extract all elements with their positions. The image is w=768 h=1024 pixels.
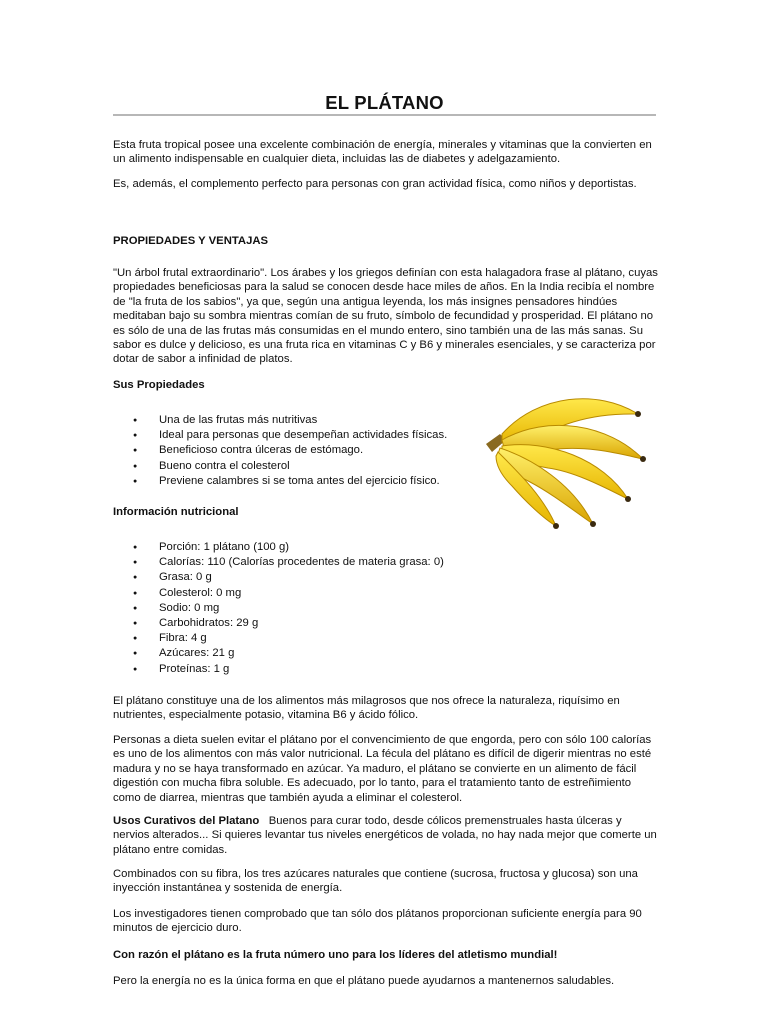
list-item: ● Calorías: 110 (Calorías procedentes de materia grasa: 0) [113, 555, 493, 570]
usos-text: Buenos para curar todo, desde cólicos premenstruales hasta úlceras y nervios alterados... Si quieres levantar tus niveles energéticos de volada, no hay nada mejor que comerte un plátano entre comidas. [113, 815, 657, 856]
dieta-paragraph: Personas a dieta suelen evitar el plátano por el convencimiento de que engorda, pero con sólo 100 calorías es uno de los alimentos con más valor nutricional. La fécula del plátano es difícil de digerir mientras no esté madura y no se haya transformado en azúcar. Ya maduro, el plátano se convierte en un alimento de fácil digestión con mucha fibra soluble. Es adecuado, por lo tanto, para el tratamiento tanto de estreñimiento como de diarrea, mientras que también ayuda a eliminar el colesterol. [113, 734, 652, 804]
nutrition-list [113, 540, 493, 677]
properties-list [113, 413, 473, 489]
closing-paragraph: Pero la energía no es la única forma en que el plátano puede ayudarnos a mantenernos saludables. [113, 975, 615, 987]
list-item: ● Previene calambres si se toma antes del ejercicio físico. [113, 474, 473, 489]
potasio-paragraph: El plátano constituye una de los alimentos más milagrosos que nos ofrece la naturaleza, riquísimo en nutrientes, especialmente potasio, vitamina B6 y ácido fólico. [113, 695, 620, 722]
bold-statement: Con razón el plátano es la fruta número uno para los líderes del atletismo mundial! [113, 949, 558, 961]
nutrition-heading: Información nutricional [113, 506, 239, 518]
list-item: ● Porción: 1 plátano (100 g) [113, 540, 493, 555]
investigadores-paragraph: Los investigadores tienen comprobado que tan sólo dos plátanos proporcionan suficiente energía para 90 minutos de ejercicio duro. [113, 908, 642, 935]
intro-paragraph-1: Esta fruta tropical posee una excelente combinación de energía, minerales y vitaminas que la convierten en un alimento indispensable en cualquier dieta, incluidas las de diabetes y adelgazamiento. [113, 139, 652, 166]
list-item: ● Carbohidratos: 29 g [113, 616, 493, 631]
list-item: ● Colesterol: 0 mg [113, 586, 493, 601]
page-title: EL PLÁTANO [325, 92, 444, 113]
list-item: ● Fibra: 4 g [113, 631, 493, 646]
list-item: ● Sodio: 0 mg [113, 601, 493, 616]
section-paragraph: "Un árbol frutal extraordinario". Los árabes y los griegos definían con esta halagadora frase al plátano, cuyas propiedades beneficiosas para la salud se conocen desde hace miles de años. En la India recibía el nombre de "la fruta de los sabios", ya que, según una antigua leyenda, los más insignes pensadores hindúes meditaban bajo su sombra mientras comían de su fruto, símbolo de fecundidad y prosperidad. El plátano no es sólo de una de las frutas más consumidas en el mundo entero, sino también una de las más sanas. Su sabor es dulce y delicioso, es una fruta rica en vitaminas C y B6 y minerales esenciales, y se caracteriza por dotar de sabor a infinidad de platos. [113, 267, 658, 366]
list-item: ● Azúcares: 21 g [113, 646, 493, 661]
properties-heading: Sus Propiedades [113, 379, 205, 391]
title-underline [113, 114, 656, 116]
list-item: ● Beneficioso contra úlceras de estómago. [113, 443, 473, 458]
intro-paragraph-2: Es, además, el complemento perfecto para personas con gran actividad física, como niños y deportistas. [113, 178, 637, 190]
list-item: ● Ideal para personas que desempeñan actividades físicas. [113, 428, 473, 443]
list-item: ● Proteínas: 1 g [113, 662, 493, 677]
section-heading: PROPIEDADES Y VENTAJAS [113, 235, 269, 247]
list-item: ● Bueno contra el colesterol [113, 459, 473, 474]
usos-label: Usos Curativos del Platano [113, 815, 260, 827]
list-item: ● Grasa: 0 g [113, 570, 493, 585]
banana-bunch-image [478, 384, 653, 529]
azucares-paragraph: Combinados con su fibra, los tres azúcares naturales que contiene (sucrosa, fructosa y glucosa) son una inyección instantánea y sostenida de energía. [113, 868, 638, 895]
list-item: ● Una de las frutas más nutritivas [113, 413, 473, 428]
usos-paragraph [113, 814, 658, 857]
